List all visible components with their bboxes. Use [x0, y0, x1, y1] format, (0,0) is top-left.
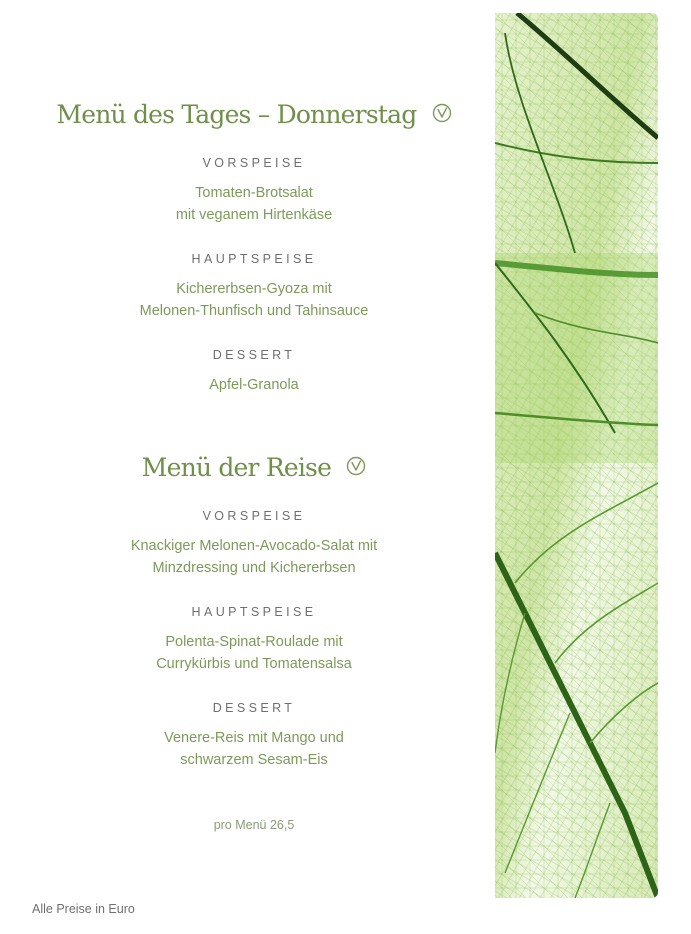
- dish-line: Minzdressing und Kichererbsen: [152, 560, 356, 576]
- menu-title-text: Menü des Tages – Donnerstag: [56, 100, 417, 129]
- dish-line: Knackiger Melonen-Avocado-Salat mit: [130, 538, 378, 554]
- dish-line: Tomaten-Brotsalat: [195, 185, 313, 201]
- leaf-image: [495, 13, 658, 898]
- menu-title-journey: [30, 453, 478, 485]
- course-label-starter: VORSPEISE: [202, 509, 306, 523]
- dish-line: Apfel-Granola: [209, 377, 299, 393]
- dish-line: Currykürbis und Tomatensalsa: [156, 656, 352, 672]
- dish-dessert: [30, 727, 478, 771]
- dish-starter: [30, 535, 478, 579]
- dish-line: Kichererbsen-Gyoza mit: [176, 281, 332, 297]
- dish-line: mit veganem Hirtenkäse: [175, 207, 333, 223]
- course-label-starter: VORSPEISE: [202, 156, 306, 170]
- vegan-v-icon: [432, 100, 452, 130]
- dish-line: Melonen-Thunfisch und Tahinsauce: [139, 303, 369, 319]
- menu-title-daily: [30, 100, 478, 132]
- course-label-dessert: DESSERT: [212, 348, 296, 362]
- leaf-illustration: [495, 13, 658, 898]
- course-label-main: HAUPTSPEISE: [191, 605, 317, 619]
- dish-line: schwarzem Sesam-Eis: [180, 752, 328, 768]
- dish-line: Polenta-Spinat-Roulade mit: [165, 634, 343, 650]
- dish-line: Venere-Reis mit Mango und: [164, 730, 344, 746]
- menu-title-text: Menü der Reise: [141, 453, 332, 482]
- dish-main: [30, 278, 478, 322]
- dish-main: [30, 631, 478, 675]
- footer-note: Alle Preise in Euro: [32, 902, 135, 916]
- price-note: pro Menü 26,5: [213, 818, 295, 832]
- vegan-v-icon: [346, 453, 366, 483]
- course-label-dessert: DESSERT: [212, 701, 296, 715]
- dish-dessert: [30, 374, 478, 396]
- dish-starter: [30, 182, 478, 226]
- course-label-main: HAUPTSPEISE: [191, 252, 317, 266]
